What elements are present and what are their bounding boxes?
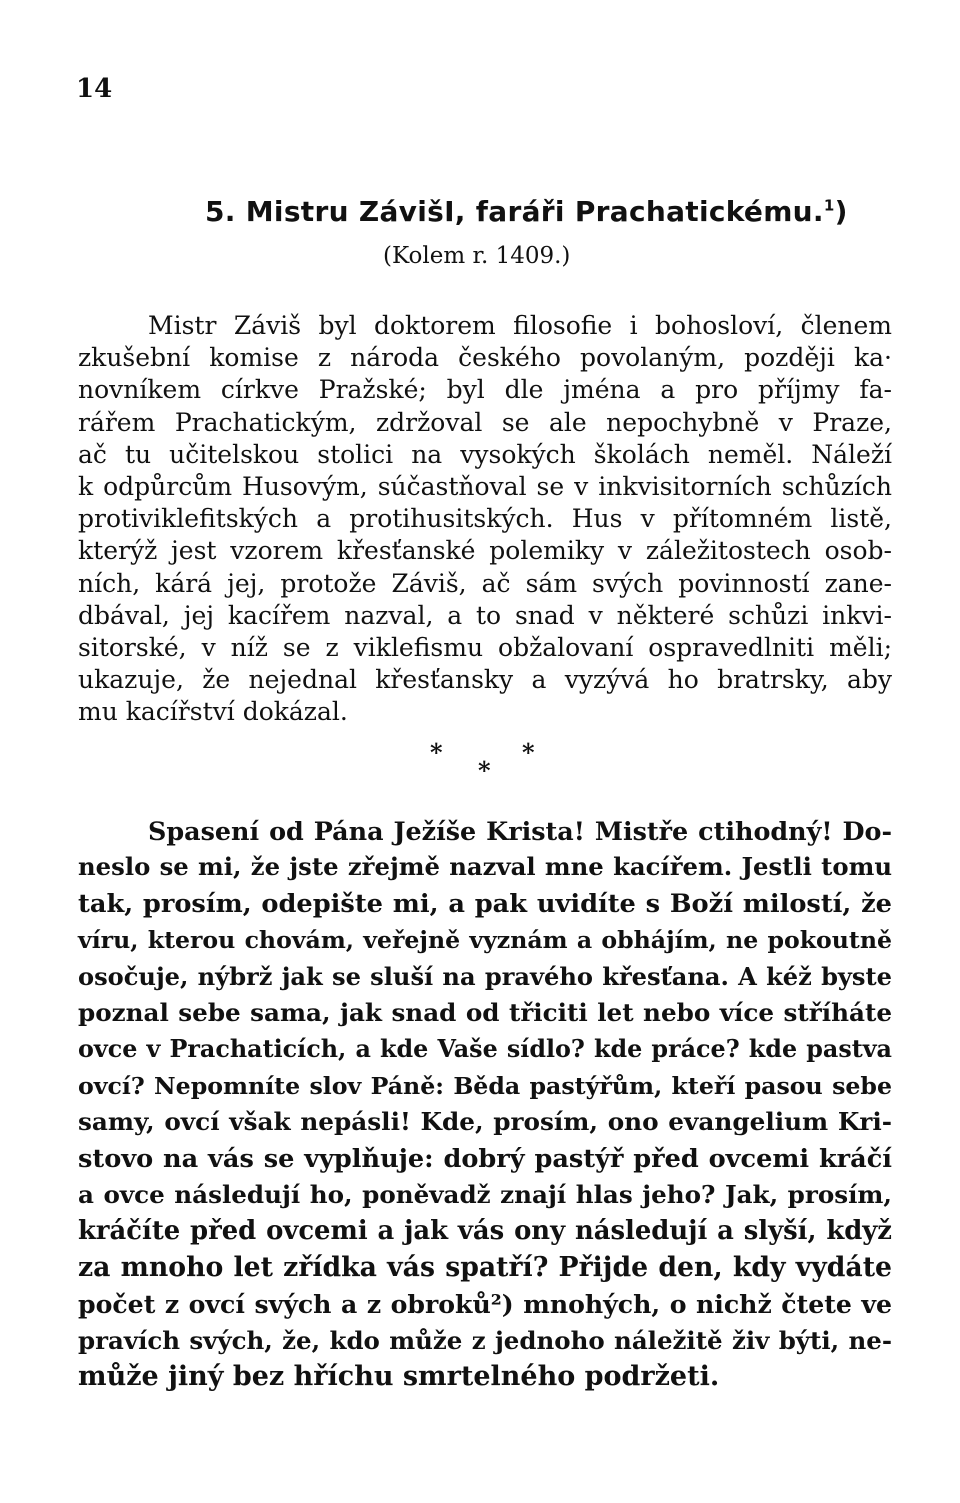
text-line: víru, kterou chovám, veřejně vyznám a obhájím, ne pokoutně <box>78 926 892 955</box>
text-line: k odpůrcům Husovým, súčastňoval se v inkvisitorních schůzích <box>78 472 892 502</box>
text-line: sitorské, v níž se z viklefismu obžalovaní ospravedlniti měli; <box>78 633 892 663</box>
section-separator <box>430 738 540 785</box>
text-line: Mistr Záviš byl doktorem filosofie i bohosloví, členem <box>148 311 892 340</box>
text-line: kterýž jest vzorem křesťanské polemiky v záležitostech osob- <box>78 536 892 566</box>
intro-paragraph <box>78 310 892 729</box>
text-line: stovo na vás se vyplňuje: dobrý pastýř před ovcemi kráčí <box>78 1143 892 1174</box>
text-line: dbával, jej kacířem nazval, a to snad v některé schůzi inkvi- <box>78 600 892 630</box>
asterisk: * <box>522 738 535 767</box>
text-line: zkušební komise z národa českého povolaným, později ka· <box>78 343 892 373</box>
text-line: neslo se mi, že jste zřejmě nazval mne kacířem. Jestli tomu <box>78 852 892 882</box>
dateline: (Kolem r. 1409.) <box>383 243 571 269</box>
heading-close: ) <box>834 195 848 228</box>
text-line: ač tu učitelskou stolici na vysokých školách neměl. Náleží <box>78 439 892 469</box>
text-line: rářem Prachatickým, zdržoval se ale nepochybně v Praze, <box>78 407 892 437</box>
text-line: kráčíte před ovcemi a jak vás ony následují a slyší, když <box>78 1216 892 1247</box>
text-line: může jiný bez hříchu smrtelného podržeti. <box>78 1361 720 1393</box>
asterisk: * <box>478 756 491 785</box>
text-line: protiviklefitských a protihusitských. Hus v přítomném listě, <box>78 504 892 534</box>
text-line: a ovce následují ho, poněvadž znají hlas jeho? Jak, prosím, <box>78 1180 892 1210</box>
text-line: ních, kárá jej, protože Záviš, ač sám svých povinností zane- <box>78 568 892 598</box>
text-line: poznal sebe sama, jak snad od třiciti let nebo více stříháte <box>78 998 892 1028</box>
asterisk: * <box>430 738 443 767</box>
text-line: mu kacířství dokázal. <box>78 697 348 727</box>
text-line: samy, ovcí však nepásli! Kde, prosím, ono evangelium Kri- <box>78 1107 892 1137</box>
text-line: osočuje, nýbrž jak se sluší na pravého křesťana. A kéž byste <box>78 961 892 991</box>
text-line: ukazuje, že nejednal křesťansky a vyzývá ho bratrsky, aby <box>78 665 892 695</box>
heading-text: 5. Mistru ZávišI, faráři Prachatickému. <box>205 195 824 228</box>
text-line: pravích svých, že, kdo může z jednoho náležitě živ býti, ne- <box>78 1325 892 1355</box>
letter-body <box>78 813 892 1396</box>
text-line: Spasení od Pána Ježíše Krista! Mistře ctihodný! Do- <box>148 816 892 846</box>
text-line: počet z ovcí svých a z obroků²) mnohých, o nichž čtete ve <box>78 1289 892 1320</box>
text-line: tak, prosím, odepište mi, a pak uvidíte s Boží milostí, že <box>78 888 892 919</box>
page-number: 14 <box>76 74 113 104</box>
footnote-marker: 1 <box>823 196 835 215</box>
text-line: ovce v Prachaticích, a kde Vaše sídlo? kde práce? kde pastva <box>78 1035 892 1064</box>
text-line: za mnoho let zřídka vás spatří? Přijde den, kdy vydáte <box>78 1251 892 1283</box>
text-line: ovcí? Nepomníte slov Páně: Běda pastýřům, kteří pasou sebe <box>78 1071 892 1100</box>
section-heading <box>205 195 848 228</box>
text-line: novníkem církve Pražské; byl dle jména a pro příjmy fa- <box>78 375 892 405</box>
